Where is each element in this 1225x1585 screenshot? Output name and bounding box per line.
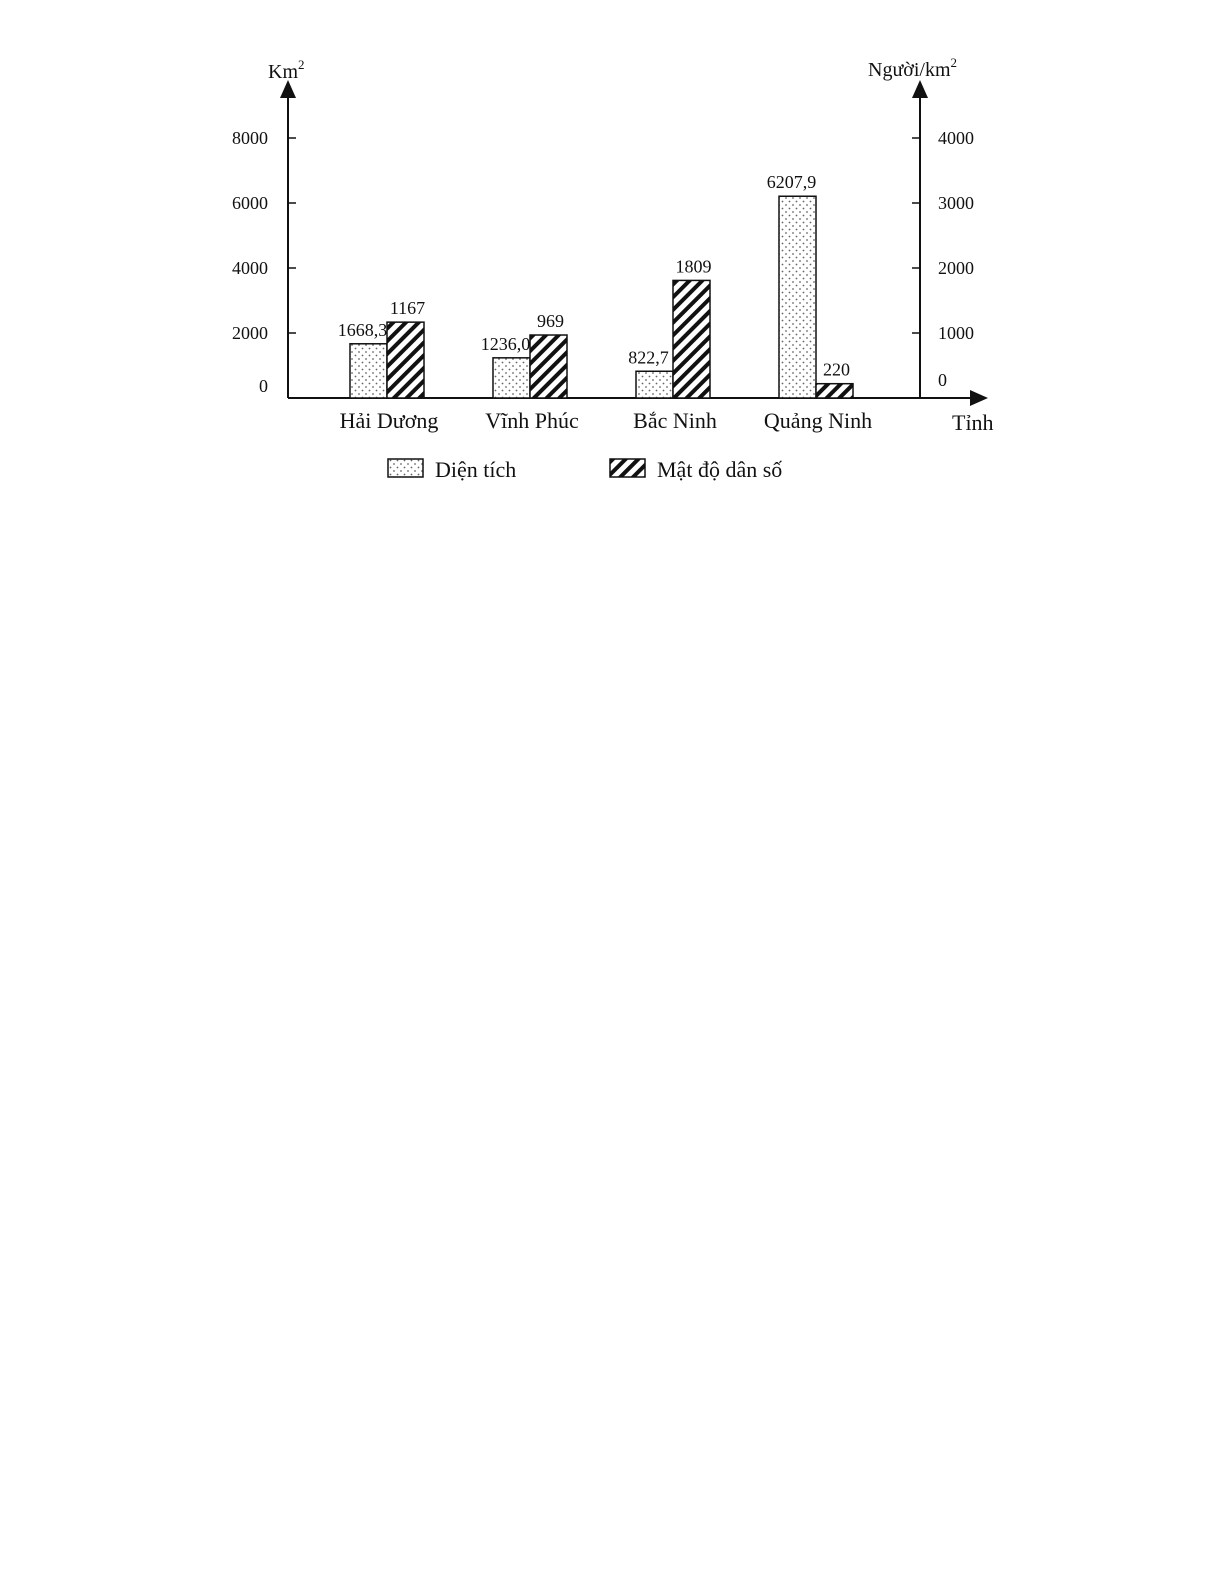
right-axis-unit: Người/$km^2$ [868, 55, 958, 81]
left-axis-unit: Km$^2$ [268, 57, 305, 83]
data-label-mat-do-dan-so: 220 [823, 359, 850, 380]
data-label-dien-tich: 1668,3 [337, 319, 388, 340]
legend [388, 457, 782, 482]
legend-label-mat-do: Mật độ dân số [657, 457, 783, 482]
data-label-mat-do-dan-so: 1167 [389, 298, 426, 319]
right-tick-label: 1000 [938, 323, 974, 343]
data-label-dien-tich: 822,7 [628, 347, 669, 368]
right-tick-label: 3000 [938, 193, 974, 213]
category-label: Hải Dương [339, 408, 439, 433]
bar-mat-do-dan-so [530, 335, 567, 398]
bar-mat-do-dan-so [673, 280, 710, 398]
data-label-dien-tich: 6207,9 [766, 172, 817, 193]
data-label-mat-do-dan-so: 969 [537, 311, 564, 332]
legend-swatch-mat-do [610, 459, 645, 477]
category-labels [340, 408, 872, 433]
left-tick-label: 2000 [232, 323, 268, 343]
category-label: Bắc Ninh [633, 408, 717, 433]
bar-mat-do-dan-so [816, 384, 853, 398]
left-axis-ticks [232, 128, 296, 396]
bar-dien-tich [350, 344, 387, 398]
bar-dien-tich [493, 358, 530, 398]
category-label: Quảng Ninh [763, 408, 873, 433]
bar-group [338, 172, 853, 398]
bar-dien-tich [779, 196, 816, 398]
right-tick-label: 4000 [938, 128, 974, 148]
legend-swatch-dien-tich [388, 459, 423, 477]
x-axis-label: Tỉnh [952, 410, 994, 435]
left-tick-label: 0 [259, 376, 268, 396]
left-tick-label: 6000 [232, 193, 268, 213]
legend-label-dien-tich: Diện tích [435, 457, 517, 482]
data-label-mat-do-dan-so: 1809 [675, 256, 712, 277]
bar-dien-tich [636, 371, 673, 398]
bar-mat-do-dan-so [387, 322, 424, 398]
right-tick-label: 0 [938, 370, 947, 390]
data-label-dien-tich: 1236,0 [480, 333, 531, 354]
category-label: Vĩnh Phúc [485, 408, 579, 433]
right-axis-ticks [912, 128, 974, 390]
left-tick-label: 4000 [232, 258, 268, 278]
left-tick-label: 8000 [232, 128, 268, 148]
right-tick-label: 2000 [938, 258, 974, 278]
